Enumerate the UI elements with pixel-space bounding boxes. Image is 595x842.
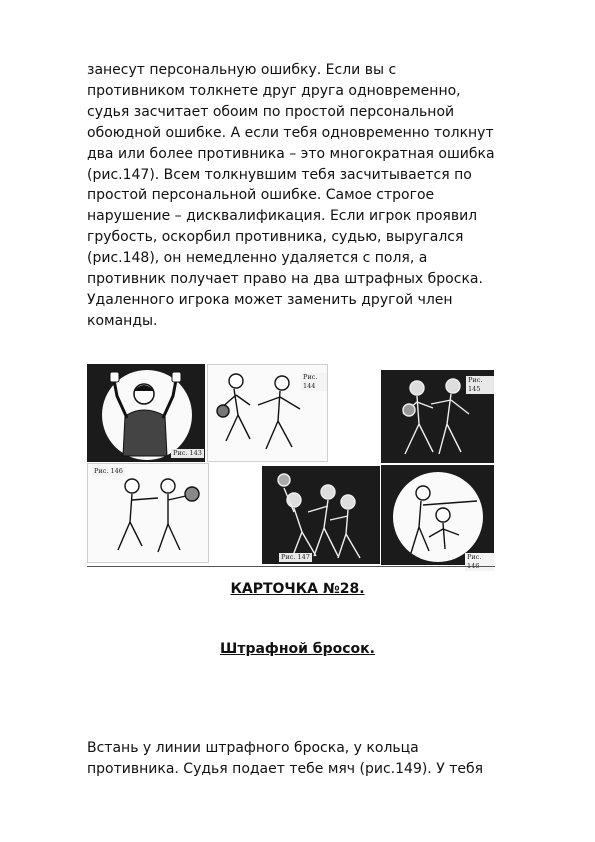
figure-label: Рис. 147 xyxy=(281,553,310,561)
text-line: (рис.148), он немедленно удаляется с поля, а xyxy=(87,250,428,267)
figure-label: Рис. 146 xyxy=(94,467,123,475)
section-title: Штрафной бросок. xyxy=(220,641,375,657)
divider-line xyxy=(87,566,495,567)
text-line: противником толкнете друг друга одновременно, xyxy=(87,82,461,99)
figure-label: Рис. 144 xyxy=(301,373,327,391)
text-line: противника. Судья подает тебе мяч (рис.149). У тебя xyxy=(87,760,484,777)
text-line: обоюдной ошибке. А если тебя одновременно толкнут xyxy=(87,124,494,141)
figure-146-circle xyxy=(381,465,494,570)
players-illustration xyxy=(262,466,380,564)
figure-143 xyxy=(87,364,205,462)
players-illustration xyxy=(88,464,210,564)
text-line: судья засчитает обоим по простой персональной xyxy=(87,103,455,120)
figure-label: Рис. 146 xyxy=(465,553,494,571)
text-line: два или более противника – это многократная ошибка xyxy=(87,145,495,162)
figure-146 xyxy=(87,463,209,563)
referee-illustration xyxy=(87,364,205,462)
body-paragraph-top xyxy=(87,60,557,332)
players-illustration xyxy=(381,465,494,565)
figure-label: Рис. 145 xyxy=(466,376,494,394)
card-title: КАРТОЧКА №28. xyxy=(230,581,365,597)
text-line: команды. xyxy=(87,312,158,329)
body-paragraph-bottom xyxy=(87,738,557,780)
figure-145 xyxy=(381,370,494,463)
figure-144 xyxy=(207,364,328,462)
figure-label: Рис. 143 xyxy=(173,449,202,457)
text-line: (рис.147). Всем толкнувшим тебя засчитывается по xyxy=(87,166,472,183)
text-line: Удаленного игрока может заменить другой член xyxy=(87,291,453,308)
text-line: противник получает право на два штрафных броска. xyxy=(87,271,483,288)
text-line: грубость, оскорбил противника, судью, выругался xyxy=(87,229,464,246)
text-line: простой персональной ошибке. Самое строгое xyxy=(87,187,435,204)
text-line: занесут персональную ошибку. Если вы с xyxy=(87,62,397,78)
figure-147 xyxy=(262,466,380,564)
text-line: Встань у линии штрафного броска, у кольца xyxy=(87,740,419,756)
text-line: нарушение – дисквалификация. Если игрок проявил xyxy=(87,208,478,225)
